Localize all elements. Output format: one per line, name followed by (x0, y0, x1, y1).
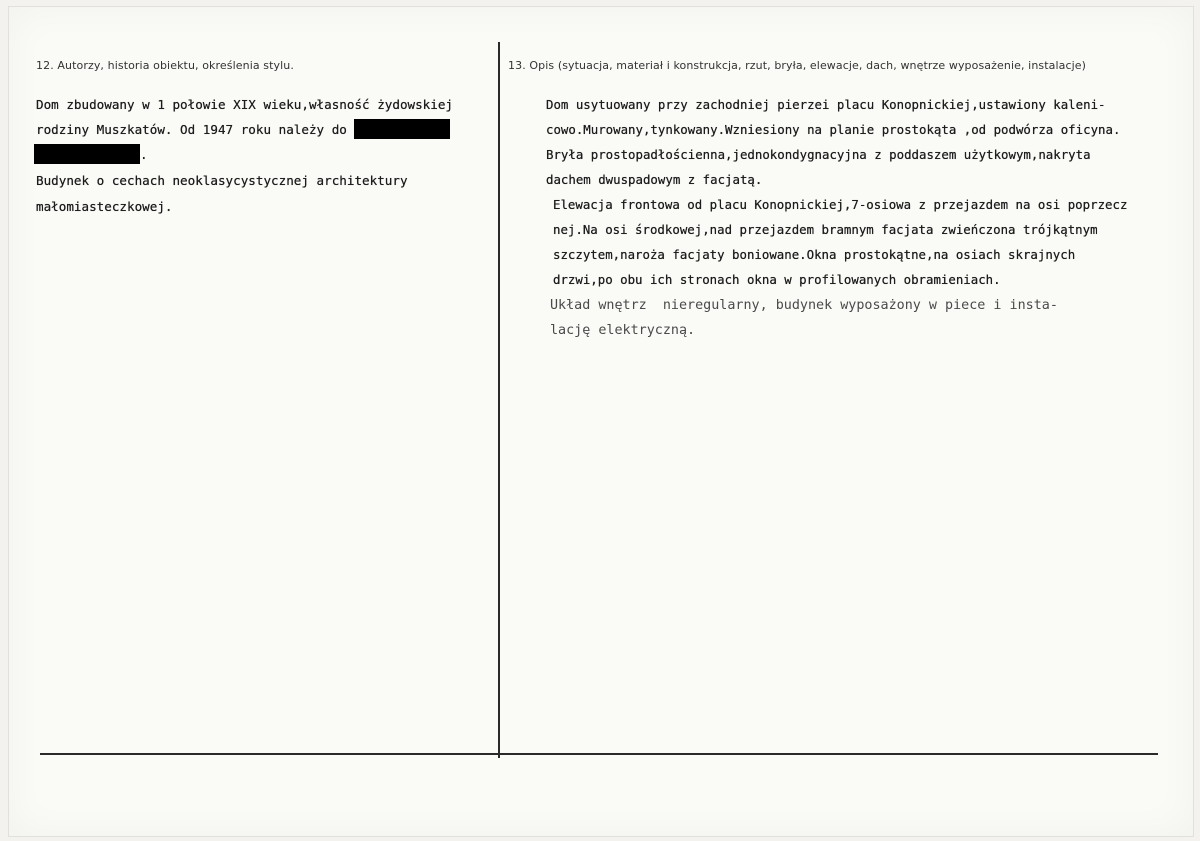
section-13-line-10: lację elektryczną. (550, 323, 696, 338)
column-divider (498, 42, 500, 758)
section-13-line-2: cowo.Murowany,tynkowany.Wzniesiony na planie prostokąta ,od podwórza oficyna. (546, 122, 1121, 137)
section-13-line-1: Dom usytuowany przy zachodniej pierzei placu Konopnickiej,ustawiony kaleni- (546, 97, 1106, 112)
redaction-block (354, 119, 450, 139)
section-13-header: 13. Opis (sytuacja, materiał i konstrukcja, rzut, bryła, elewacje, dach, wnętrze wyposażenie, instalacje) (508, 59, 1087, 72)
section-13-line-7: szczytem,naroża facjaty boniowane.Okna prostokątne,na osiach skrajnych (553, 247, 1076, 262)
section-12-line-5: małomiasteczkowej. (36, 199, 173, 214)
redaction-block (34, 144, 140, 164)
section-13-line-9: Układ wnętrz nieregularny, budynek wyposażony w piece i insta- (550, 298, 1058, 313)
bottom-rule (40, 753, 1158, 755)
section-12-line-2-text: rodziny Muszkatów. Od 1947 roku należy do (36, 122, 347, 137)
redaction-trailing: . (140, 147, 148, 162)
section-13-line-4: dachem dwuspadowym z facjatą. (546, 172, 763, 187)
section-13-line-3: Bryła prostopadłościenna,jednokondygnacyjna z poddaszem użytkowym,nakryta (546, 147, 1091, 162)
section-12-line-1: Dom zbudowany w 1 połowie XIX wieku,własność żydowskiej (36, 97, 454, 112)
section-12-header: 12. Autorzy, historia obiektu, określenia stylu. (36, 59, 294, 72)
section-12-line-3 (34, 142, 148, 168)
section-12-line-4: Budynek o cechach neoklasycystycznej architektury (36, 173, 408, 188)
section-12-line-2 (36, 117, 450, 143)
section-13-line-5: Elewacja frontowa od placu Konopnickiej,7-osiowa z przejazdem na osi poprzecz (553, 197, 1128, 212)
section-13-line-6: nej.Na osi środkowej,nad przejazdem bramnym facjata zwieńczona trójkątnym (553, 222, 1098, 237)
section-13-line-8: drzwi,po obu ich stronach okna w profilowanych obramieniach. (553, 272, 1001, 287)
